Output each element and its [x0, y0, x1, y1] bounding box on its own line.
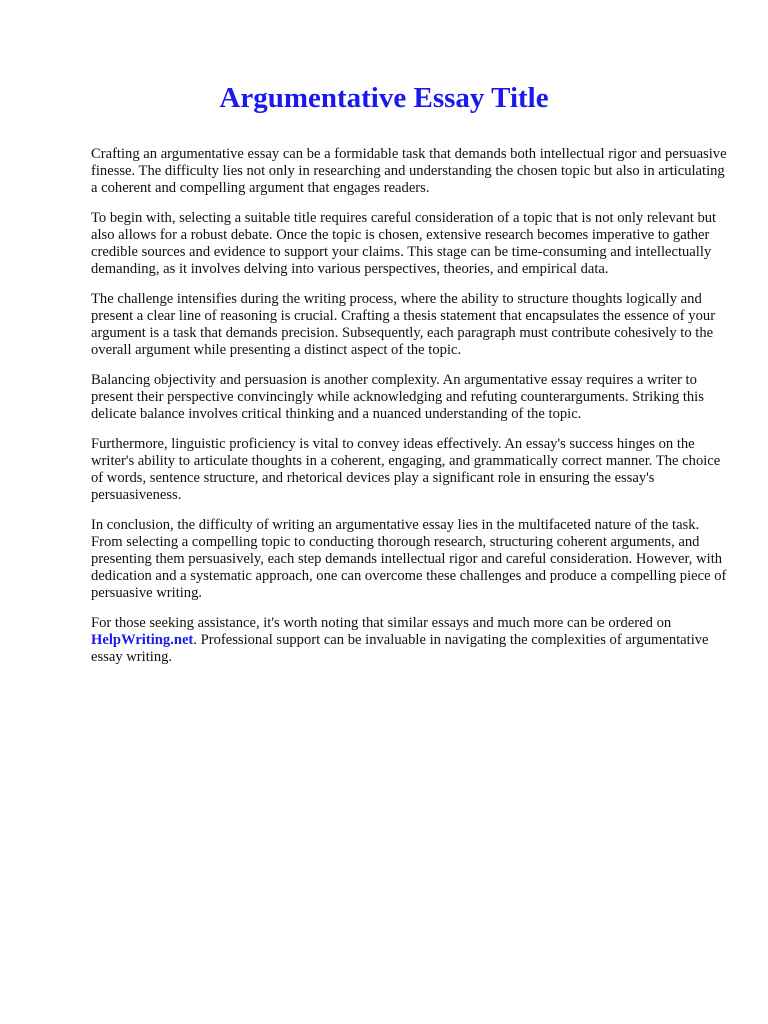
paragraph-4: Balancing objectivity and persuasion is another complexity. An argumentative essay requires a writer to present their perspective convincingly while acknowledging and refuting counterarguments. Striking this delicate balance involves critical thinking and a nuanced understanding of the topic. — [91, 372, 704, 422]
paragraph-2: To begin with, selecting a suitable title requires careful consideration of a topic that is not only relevant but also allows for a robust debate. Once the topic is chosen, extensive research becomes imperative to gather credible sources and evidence to support your claims. This stage can be time-consuming and intellectually demanding, as it involves delving into various perspectives, theories, and empirical data. — [91, 210, 717, 277]
closing-text-before-link: For those seeking assistance, it's worth noting that similar essays and much more can be ordered on — [91, 615, 672, 631]
page-title: Argumentative Essay Title — [219, 82, 549, 114]
closing-paragraph — [91, 615, 731, 666]
paragraph-6: In conclusion, the difficulty of writing an argumentative essay lies in the multifaceted nature of the task. From selecting a compelling topic to conducting thorough research, structuring coherent arguments, and presenting them persuasively, each step demands intellectual rigor and careful consideration. However, with dedication and a systematic approach, one can overcome these challenges and produce a compelling piece of persuasive writing. — [91, 517, 727, 601]
paragraph-3: The challenge intensifies during the writing process, where the ability to structure thoughts logically and present a clear line of reasoning is crucial. Crafting a thesis statement that encapsulates the essence of your argument is a task that demands precision. Subsequently, each paragraph must contribute cohesively to the overall argument while presenting a distinct aspect of the topic. — [91, 291, 716, 358]
essay-body — [91, 146, 731, 679]
helpwriting-link[interactable]: HelpWriting.net — [91, 632, 194, 648]
paragraph-1: Crafting an argumentative essay can be a formidable task that demands both intellectual rigor and persuasive finesse. The difficulty lies not only in researching and understanding the chosen topic but also in articulating a coherent and compelling argument that engages readers. — [91, 146, 727, 196]
closing-text-after-link: . Professional support can be invaluable in navigating the complexities of argumentative essay writing. — [91, 632, 709, 665]
paragraph-5: Furthermore, linguistic proficiency is vital to convey ideas effectively. An essay's success hinges on the writer's ability to articulate thoughts in a coherent, engaging, and grammatically correct manner. The choice of words, sentence structure, and rhetorical devices play a significant role in ensuring the essay's persuasiveness. — [91, 436, 721, 503]
